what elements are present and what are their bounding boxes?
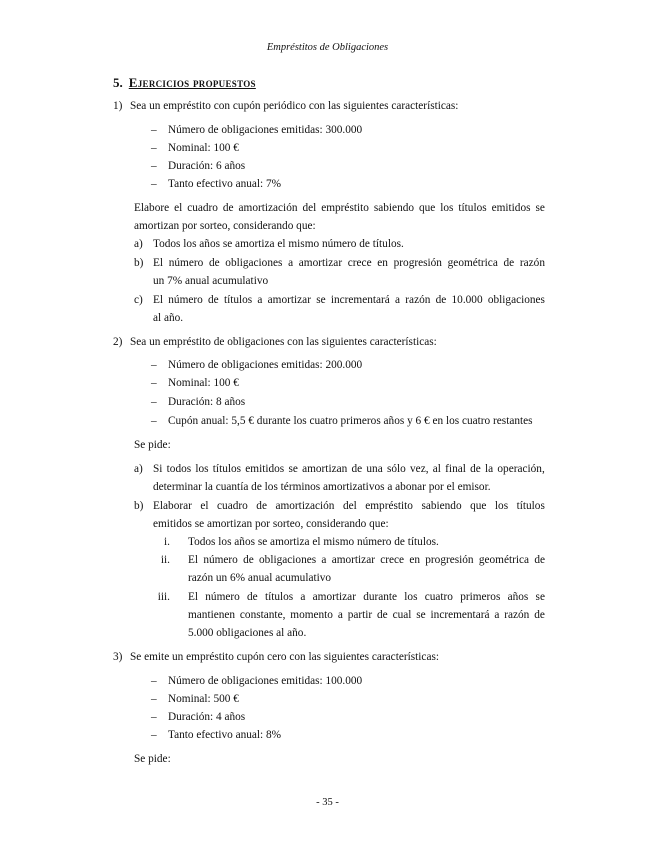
ex1-item-text (153, 257, 545, 269)
item-label: a) (134, 238, 143, 250)
ex1-item-text: un 7% anual acumulativo (153, 275, 269, 287)
page-number: - 35 - (316, 797, 339, 808)
word: razón (405, 294, 431, 306)
exercise-3-statement: Se emite un empréstito cupón cero con las siguientes características: (130, 651, 439, 663)
word: operación, (497, 463, 545, 475)
word: títulos (223, 294, 253, 306)
bullet-dash: – (151, 178, 157, 190)
word: geométrica (478, 554, 530, 566)
ex3-feature: Nominal: 500 € (168, 693, 239, 705)
word: empréstito (365, 500, 413, 512)
ex2-feature: Nominal: 100 € (168, 377, 239, 389)
word: cuadro (217, 500, 248, 512)
bullet-dash: – (151, 142, 157, 154)
word: que (418, 202, 436, 214)
word: los (494, 500, 509, 512)
word: se (535, 202, 545, 214)
word: número (203, 554, 238, 566)
word: amortización (275, 500, 335, 512)
word: razón (504, 609, 530, 621)
word: El (153, 257, 164, 269)
word: los (195, 463, 209, 475)
bullet-dash: – (151, 124, 157, 136)
word: de (470, 463, 481, 475)
word: los (404, 591, 418, 603)
word: incrementará (330, 294, 390, 306)
word: sabiendo (421, 500, 462, 512)
word: a (321, 554, 327, 566)
bullet-dash: – (151, 729, 157, 741)
word: El (188, 591, 199, 603)
word: en (377, 257, 388, 269)
word: progresión (393, 257, 442, 269)
word: años (507, 591, 529, 603)
ex1-item-text: Todos los años se amortiza el mismo número de títulos. (153, 238, 404, 250)
word: la (485, 463, 494, 475)
word: de (256, 500, 267, 512)
bullet-dash: – (151, 377, 157, 389)
word: número (168, 294, 203, 306)
word: que (470, 500, 487, 512)
word: de (208, 257, 220, 269)
word: geométrica (447, 257, 498, 269)
ex2-item-text (153, 500, 545, 512)
word: títulos (516, 500, 545, 512)
word: el (174, 202, 183, 214)
ex2-subitem-text (188, 591, 545, 603)
word: cuatro (424, 591, 453, 603)
word: a (300, 591, 306, 603)
word: Elabore (134, 202, 170, 214)
word: obligaciones (225, 257, 283, 269)
section-heading (113, 75, 256, 91)
section-number: 5. (113, 75, 123, 90)
bullet-dash: – (151, 396, 157, 408)
ex3-feature: Tanto efectivo anual: 8% (168, 729, 282, 741)
word: amortizan (302, 463, 348, 475)
word: el (200, 500, 209, 512)
bullet-dash: – (151, 675, 157, 687)
ex3-feature: Número de obligaciones emitidas: 100.000 (168, 675, 363, 687)
exercise-2-number: 2) (113, 336, 123, 348)
bullet-dash: – (151, 711, 157, 723)
word: 10.000 (451, 294, 483, 306)
word: a (337, 609, 343, 621)
word: de (435, 294, 447, 306)
se-pide-label: Se pide: (134, 439, 171, 451)
item-label: c) (134, 294, 143, 306)
ex2-item-text: determinar la cuantía de los términos amortizativos a abonar por el emisor. (153, 481, 491, 493)
ex2-subitem-text (188, 609, 545, 621)
ex1-paragraph-line: amortizan por sorteo, considerando que: (134, 220, 316, 232)
word: incrementará (430, 609, 490, 621)
word: amortizar (298, 257, 343, 269)
word: crece (380, 554, 405, 566)
roman-label: iii. (157, 591, 170, 603)
word: en (409, 554, 420, 566)
word: amortizar (267, 294, 311, 306)
roman-label: ii. (160, 554, 170, 566)
word: durante (363, 591, 398, 603)
word: número (168, 257, 204, 269)
word: crece (347, 257, 372, 269)
word: se (288, 463, 298, 475)
exercise-2-statement: Sea un empréstito de obligaciones con las siguientes características: (130, 336, 437, 348)
word: constante, (239, 609, 286, 621)
word: Si (153, 463, 163, 475)
word: Elaborar (153, 500, 192, 512)
word: al (432, 463, 441, 475)
word: de (222, 202, 234, 214)
word: amortización (238, 202, 298, 214)
ex1-paragraph-line (134, 202, 545, 214)
word: número (205, 591, 240, 603)
ex1-feature: Duración: 6 años (168, 160, 246, 172)
word: se (416, 609, 426, 621)
exercise-3-number: 3) (113, 651, 123, 663)
section-title: Ejercicios propuestos (128, 75, 256, 90)
word: vez, (410, 463, 429, 475)
word: sólo (386, 463, 406, 475)
word: partir (347, 609, 373, 621)
word: amortizar (331, 554, 375, 566)
word: de (534, 554, 545, 566)
word: final (445, 463, 466, 475)
item-label: a) (134, 463, 143, 475)
word: sabiendo (373, 202, 415, 214)
word: progresión (425, 554, 474, 566)
word: de (377, 609, 388, 621)
word: de (247, 591, 258, 603)
word: del (342, 500, 357, 512)
item-label: b) (134, 257, 144, 269)
ex1-item-text (153, 294, 545, 306)
word: una (366, 463, 383, 475)
se-pide-label: Se pide: (134, 753, 171, 765)
ex2-feature: Número de obligaciones emitidas: 200.000 (168, 359, 363, 371)
roman-label: i. (164, 536, 170, 548)
word: títulos (264, 591, 294, 603)
bullet-dash: – (151, 415, 157, 427)
word: títulos (458, 202, 487, 214)
bullet-dash: – (151, 693, 157, 705)
word: títulos (212, 463, 242, 475)
word: razón (519, 257, 545, 269)
word: empréstito (321, 202, 369, 214)
word: los (440, 202, 454, 214)
word: de (534, 609, 545, 621)
exercise-1-statement: Sea un empréstito con cupón periódico con las siguientes características: (130, 100, 459, 112)
word: mantienen (188, 609, 236, 621)
bullet-dash: – (151, 359, 157, 371)
ex2-item-text (153, 463, 545, 475)
word: obligaciones (487, 294, 545, 306)
word: primeros (460, 591, 501, 603)
word: de (351, 463, 363, 475)
word: se (316, 294, 326, 306)
word: a (494, 609, 500, 621)
ex1-feature: Tanto efectivo anual: 7% (168, 178, 282, 190)
ex3-feature: Duración: 4 años (168, 711, 246, 723)
ex1-feature: Número de obligaciones emitidas: 300.000 (168, 124, 363, 136)
item-label: b) (134, 500, 144, 512)
word: El (153, 294, 164, 306)
word: momento (290, 609, 333, 621)
word: El (188, 554, 199, 566)
word: se (535, 591, 545, 603)
ex2-item-text: emitidos se amortizan por sorteo, considerando que: (153, 518, 389, 530)
exercise-1-number: 1) (113, 100, 123, 112)
word: cuadro (187, 202, 218, 214)
word: cual (392, 609, 412, 621)
word: todos (166, 463, 192, 475)
ex2-subitem-text: 5.000 obligaciones al año. (188, 627, 307, 639)
word: a (257, 294, 263, 306)
word: de (503, 257, 515, 269)
ex1-item-text: al año. (153, 312, 184, 324)
word: emitidos (491, 202, 531, 214)
word: a (395, 294, 401, 306)
word: obligaciones (259, 554, 317, 566)
running-header: Empréstitos de Obligaciones (266, 42, 389, 53)
word: de (208, 294, 219, 306)
word: de (243, 554, 254, 566)
ex2-subitem-text: razón un 6% anual acumulativo (188, 572, 332, 584)
ex2-feature: Duración: 8 años (168, 396, 246, 408)
word: del (302, 202, 317, 214)
ex2-subitem-text: Todos los años se amortiza el mismo número de títulos. (188, 536, 439, 548)
word: emitidos (245, 463, 285, 475)
ex2-subitem-text (188, 554, 545, 566)
word: amortizar (312, 591, 356, 603)
ex1-feature: Nominal: 100 € (168, 142, 239, 154)
ex2-feature: Cupón anual: 5,5 € durante los cuatro primeros años y 6 € en los cuatro restantes (168, 415, 533, 427)
word: a (288, 257, 294, 269)
bullet-dash: – (151, 160, 157, 172)
